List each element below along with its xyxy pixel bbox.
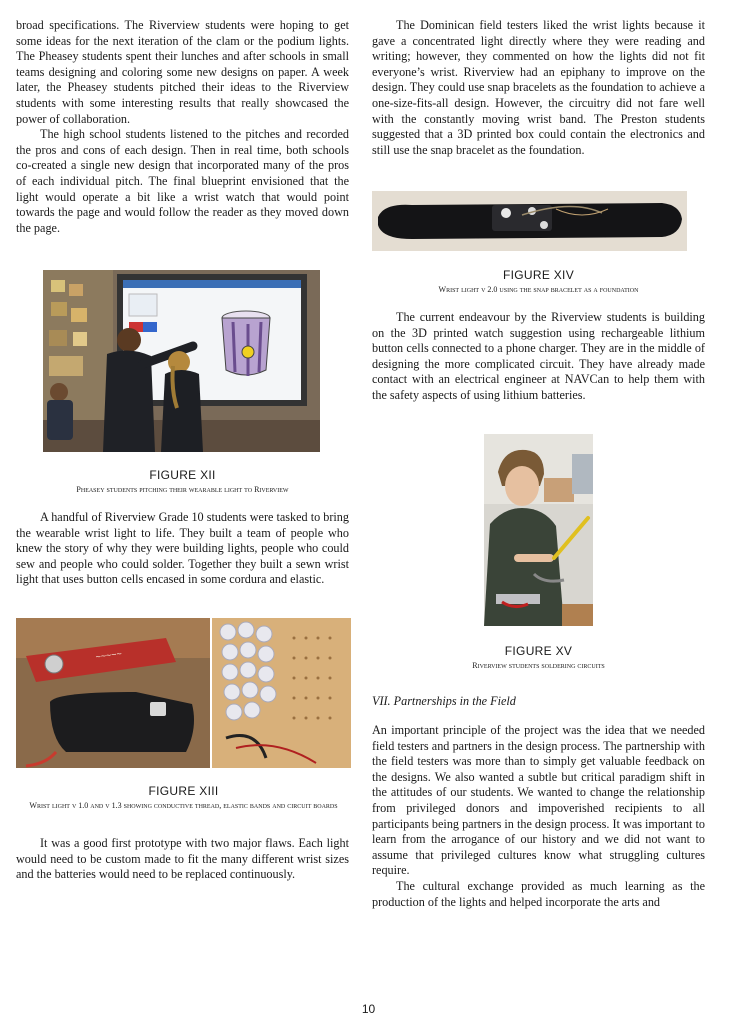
right-paragraph-1: The Dominican field testers liked the wrist lights because it gave a concentrated light directly where they were reading and writing; however, they commented on how the lights did not fit everyone’s wrist. Riverview had an epiphany to improve on the design. They could use snap bracelets as the foundation to achieve a one-size-fits-all design. However, the circuitry did not fare well with the constantly moving wrist band. The Preston students suggested that a 3D printed box could contain the electronics and still use the snap bracelet as the foundation.: [372, 18, 705, 157]
figure-13-photo: [16, 618, 351, 768]
left-paragraph-3-wrap: [16, 510, 349, 588]
figure-14-caption-text: Wrist light v 2.0 using the snap bracelet as a foundation: [438, 285, 639, 294]
left-paragraph-4: It was a good first prototype with two major flaws. Each light would need to be custom made to fit the many different wrist sizes and the batteries would need to be replaced continuously.: [16, 836, 349, 882]
wrist-light-prototypes-image: [16, 618, 351, 768]
right-paragraph-3: An important principle of the project was the idea that we needed field testers and partners in the design process. The partnership with the field testers was more than to simply get valuable feedback on the designs. We also wanted a subtle but critical paradigm shift in the attitudes of our students. We wanted to change the relationship from privileged donors and impoverished recipients to all participants being partners in the design process. It was important to learn from the arrogance of our history and we did not want to assume that privileged cultures know what struggling cultures require.: [372, 723, 705, 878]
figure-12-number: FIGURE XII: [149, 468, 216, 482]
student-soldering-image: [484, 434, 593, 626]
figure-14-number: FIGURE XIV: [502, 268, 574, 282]
figure-12-caption: [16, 468, 349, 496]
classroom-smartboard-image: [43, 270, 320, 452]
page-number: 10: [361, 1002, 376, 1016]
figure-12-photo: [43, 270, 320, 452]
left-paragraph-1: broad specifications. The Riverview students were hoping to get some ideas for the next iteration of the clam or the podium lights. The Pheasey students spent their lunches and after schools in small teams designing and coloring some new designs on paper. A week later, the Pheasey students pitched their ideas to the Riverview students with some interesting results that really showcased the power of collaboration.: [16, 18, 349, 126]
right-column-top: [372, 18, 705, 158]
figure-15-caption-text: Riverview students soldering circuits: [472, 661, 605, 670]
figure-14-caption: [372, 268, 705, 296]
left-paragraph-3: A handful of Riverview Grade 10 students were tasked to bring the wearable wrist light to life. They built a team of people who knew the story of why they were building lights, people who could sew and people who could solder. Together they built a sewn wrist light that uses button cells encased in some cordura and elastic.: [16, 510, 349, 587]
figure-15-photo: [484, 434, 593, 626]
right-section: [372, 694, 705, 910]
right-paragraph-2: The current endeavour by the Riverview students is building on the 3D printed watch suggestion using rechargeable lithium button cells connected to a phone charger. They are in the middle of designing the more complicated circuit. They have already made contact with an electrical engineer at NAVCan to help them with the safety aspects of using lithium batteries.: [372, 310, 705, 402]
section-heading: VII. Partnerships in the Field: [372, 694, 516, 708]
figure-13-caption-text: Wrist light v 1.0 and v 1.3 showing conductive thread, elastic bands and circuit boards: [29, 801, 338, 810]
figure-13-number: FIGURE XIII: [148, 784, 219, 798]
left-paragraph-4-wrap: [16, 836, 349, 883]
left-column: [16, 0, 349, 236]
left-paragraph-2: The high school students listened to the pitches and recorded the pros and cons of each design. Then in real time, both schools co-created a single new design that incorporated many of the pros of each individual pitch. The final blueprint envisioned that the light would operate a bit like a wrist watch that would point towards the page and would follow the reader as they moved down the page.: [16, 127, 349, 235]
figure-13-caption: [16, 784, 351, 812]
snap-bracelet-image: [372, 191, 687, 251]
figure-12-caption-text: Pheasey students pitching their wearable light to Riverview: [76, 485, 289, 494]
figure-15-caption: [372, 644, 705, 672]
right-paragraph-4: The cultural exchange provided as much learning as the production of the lights and helped incorporate the arts and: [372, 878, 705, 909]
svg-text:~~~~~: ~~~~~: [94, 648, 123, 662]
figure-14-photo: [372, 191, 687, 251]
figure-15-number: FIGURE XV: [504, 644, 573, 658]
right-paragraph-2-wrap: [372, 310, 705, 404]
